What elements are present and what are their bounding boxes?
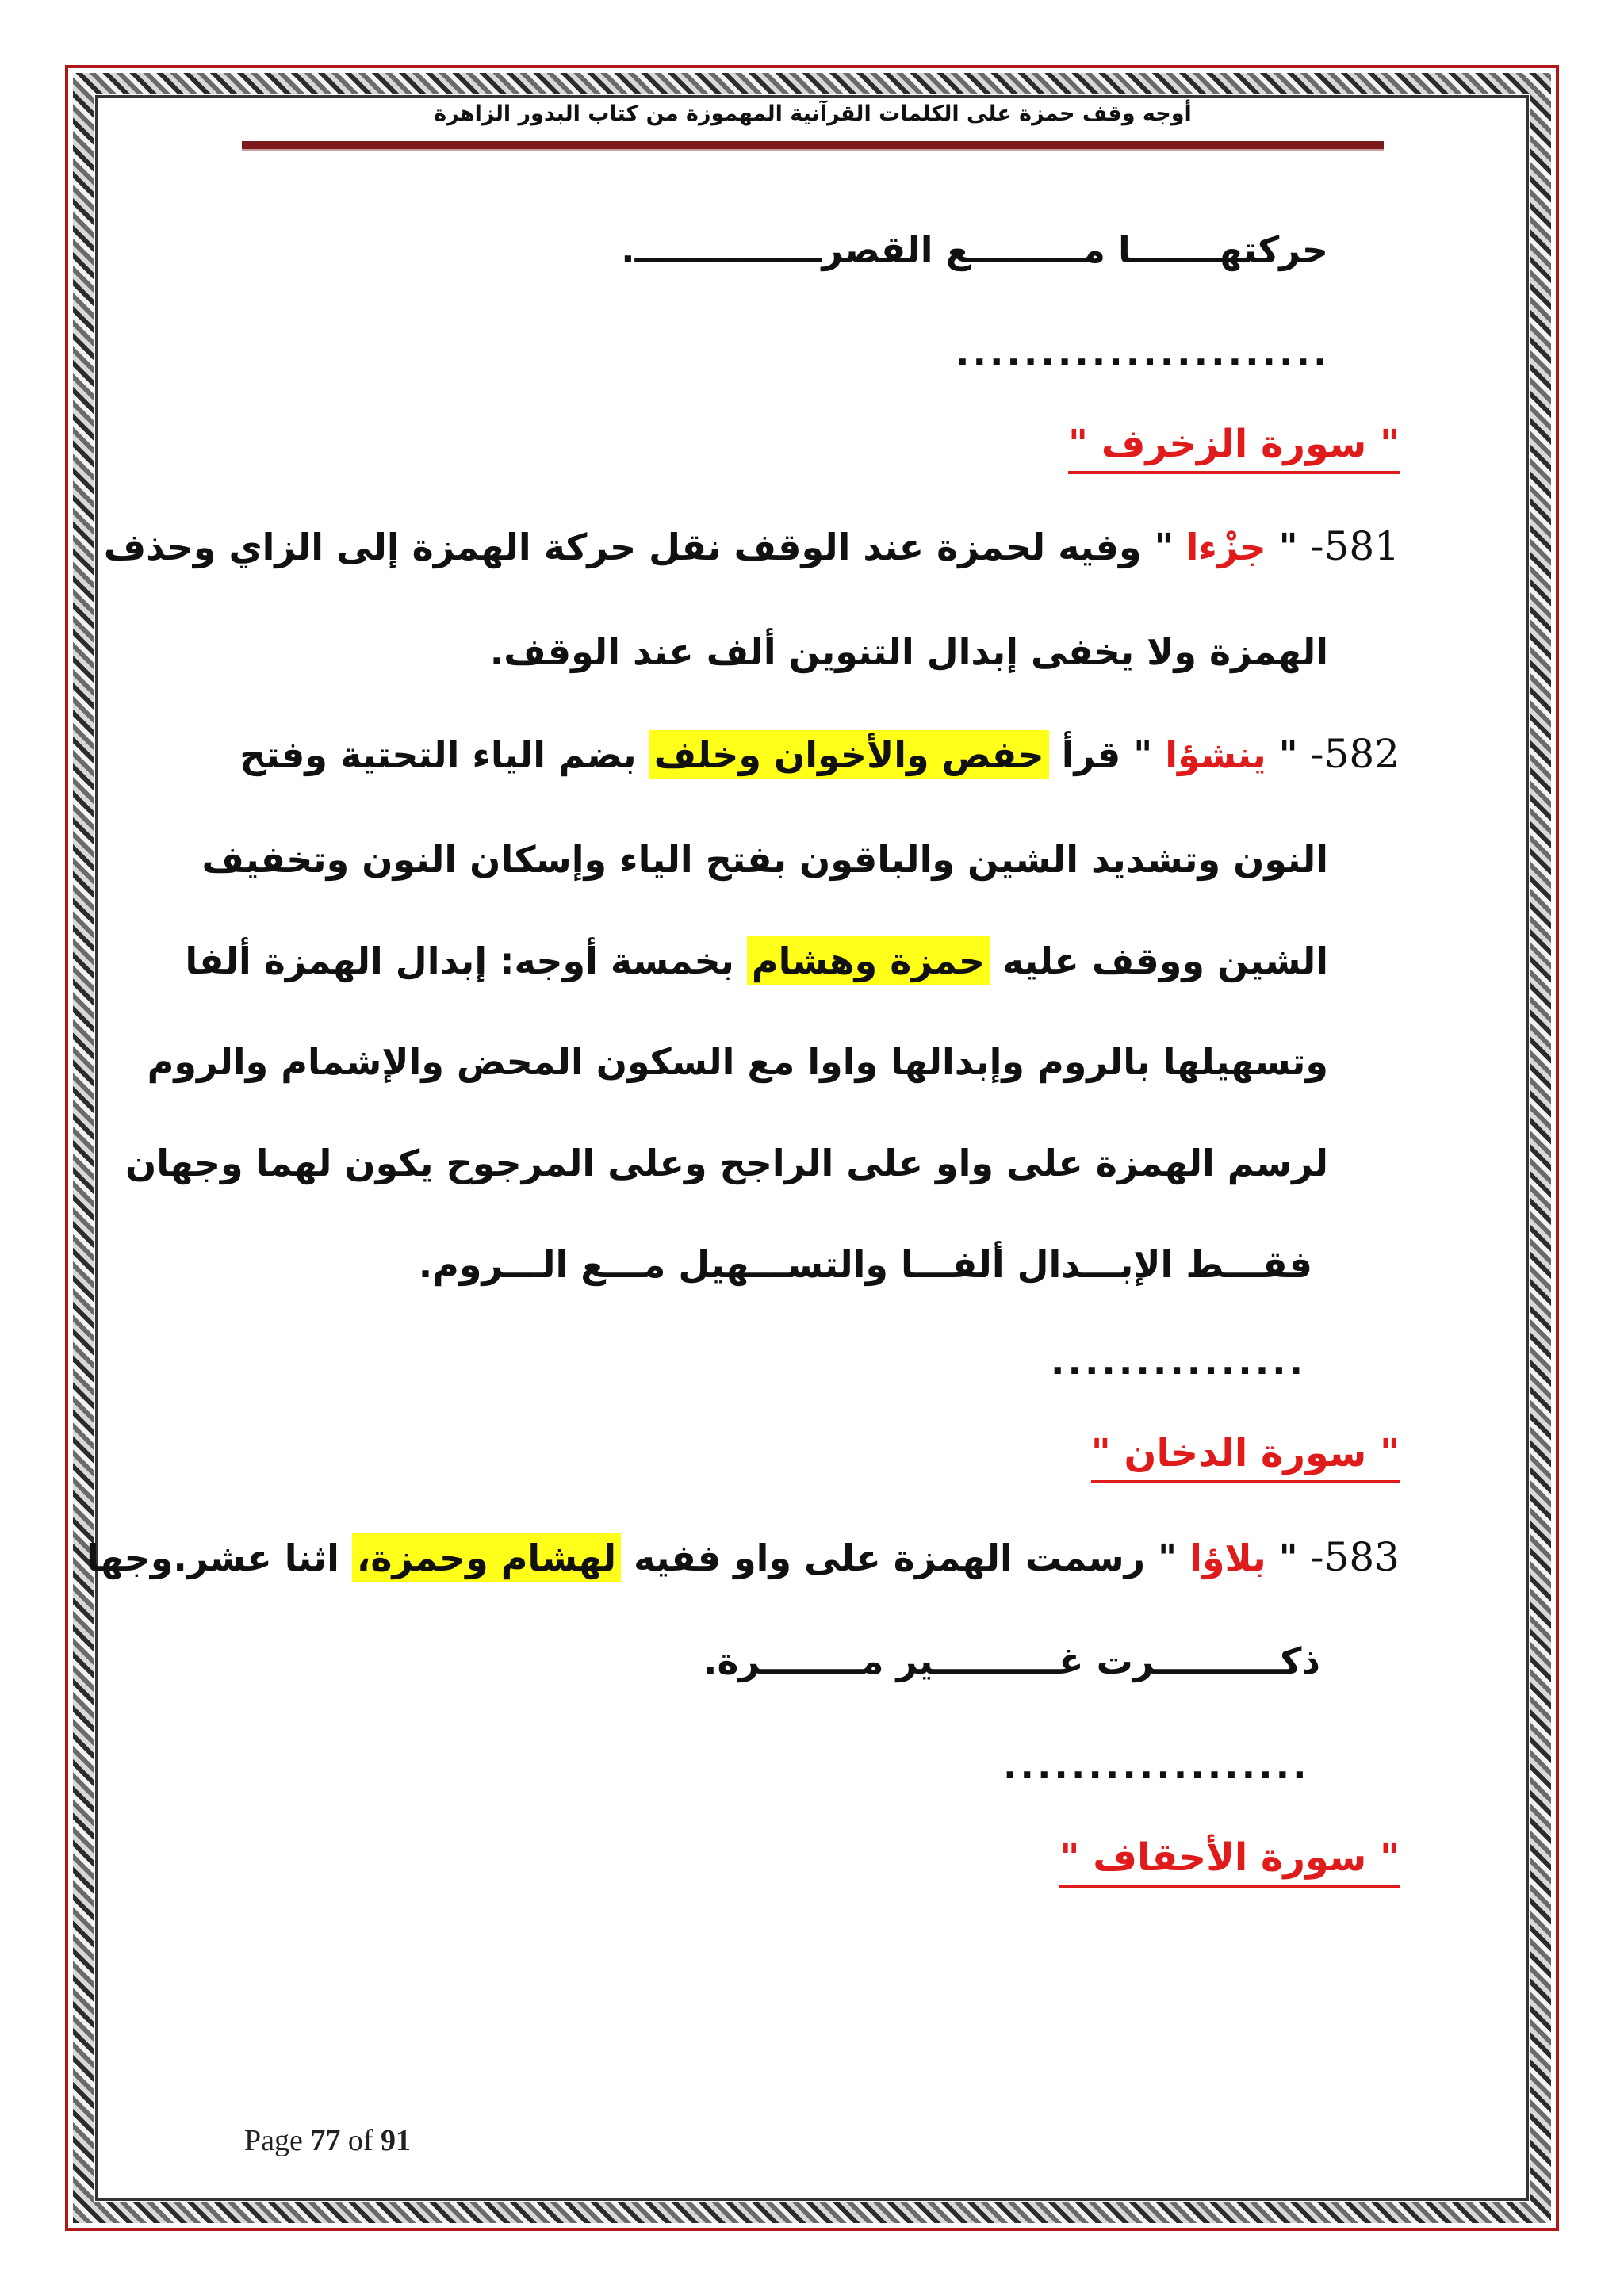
running-header: أوجه وقف حمزة على الكلمات القرآنية المهموزة من كتاب البدور الزاهرة xyxy=(434,101,1192,126)
item-581-line1: 581- " جزْءا " وفيه لحمزة عند الوقف نقل حركة الهمزة إلى الزاي وحذف xyxy=(103,523,1400,569)
item-582-line1: 582- " ينشؤا " قرأ حفص والأخوان وخلف بضم الياء التحتية وفتح xyxy=(239,731,1400,777)
highlighted-readers: حمزة وهشام xyxy=(747,936,990,985)
quran-word: جزْءا xyxy=(1185,526,1266,568)
page-footer: Page 77 of 91 xyxy=(244,2124,412,2157)
surah-heading-ahqaf: " سورة الأحقاف " xyxy=(1059,1835,1400,1888)
item-number: 581- xyxy=(1310,523,1400,569)
item-number: 583- xyxy=(1310,1534,1400,1580)
surah-heading-zukhruf: " سورة الزخرف " xyxy=(1068,422,1400,474)
item-582-line6: فقـــط الإبـــدال ألفـــا والتســـهيل مـــع الـــروم. xyxy=(418,1243,1312,1286)
highlighted-readers: لهشام وحمزة، xyxy=(352,1533,621,1582)
item-583-line1: 583- " بلاؤا " رسمت الهمزة على واو ففيه لهشام وحمزة، اثنا عشر.وجها xyxy=(86,1534,1400,1580)
item-number: 582- xyxy=(1310,731,1400,777)
surah-heading-dukhan: " سورة الدخان " xyxy=(1091,1431,1400,1483)
highlighted-readers: حفص والأخوان وخلف xyxy=(649,730,1049,779)
continuation-line: حركتهـــــــا مـــــــــع القصرـــــــــــــــ. xyxy=(621,228,1328,271)
item-582-line2: النون وتشديد الشين والباقون بفتح الياء وإسكان النون وتخفيف xyxy=(201,838,1328,881)
header-rule xyxy=(242,141,1384,151)
item-583-line2: ذكــــــــــرت غــــــــــير مــــــــرة. xyxy=(703,1640,1320,1682)
item-582-line5: لرسم الهمزة على واو على الراجح وعلى المرجوح يكون لهما وجهان xyxy=(124,1142,1328,1184)
quran-word: ينشؤا xyxy=(1165,733,1266,776)
page-total: 91 xyxy=(381,2124,412,2157)
separator-dots: ............... xyxy=(1051,1340,1307,1383)
quran-word: بلاؤا xyxy=(1189,1536,1266,1579)
item-582-line4: وتسهيلها بالروم وإبدالها واوا مع السكون المحض والإشمام والروم xyxy=(147,1040,1328,1083)
page-number: 77 xyxy=(310,2124,341,2157)
item-582-line3: الشين ووقف عليه حمزة وهشام بخمسة أوجه: إبدال الهمزة ألفا xyxy=(185,939,1328,982)
separator-dots: ...................... xyxy=(956,331,1331,374)
item-581-line2: الهمزة ولا يخفى إبدال التنوين ألف عند الوقف. xyxy=(489,630,1328,673)
separator-dots: .................. xyxy=(1003,1744,1310,1787)
